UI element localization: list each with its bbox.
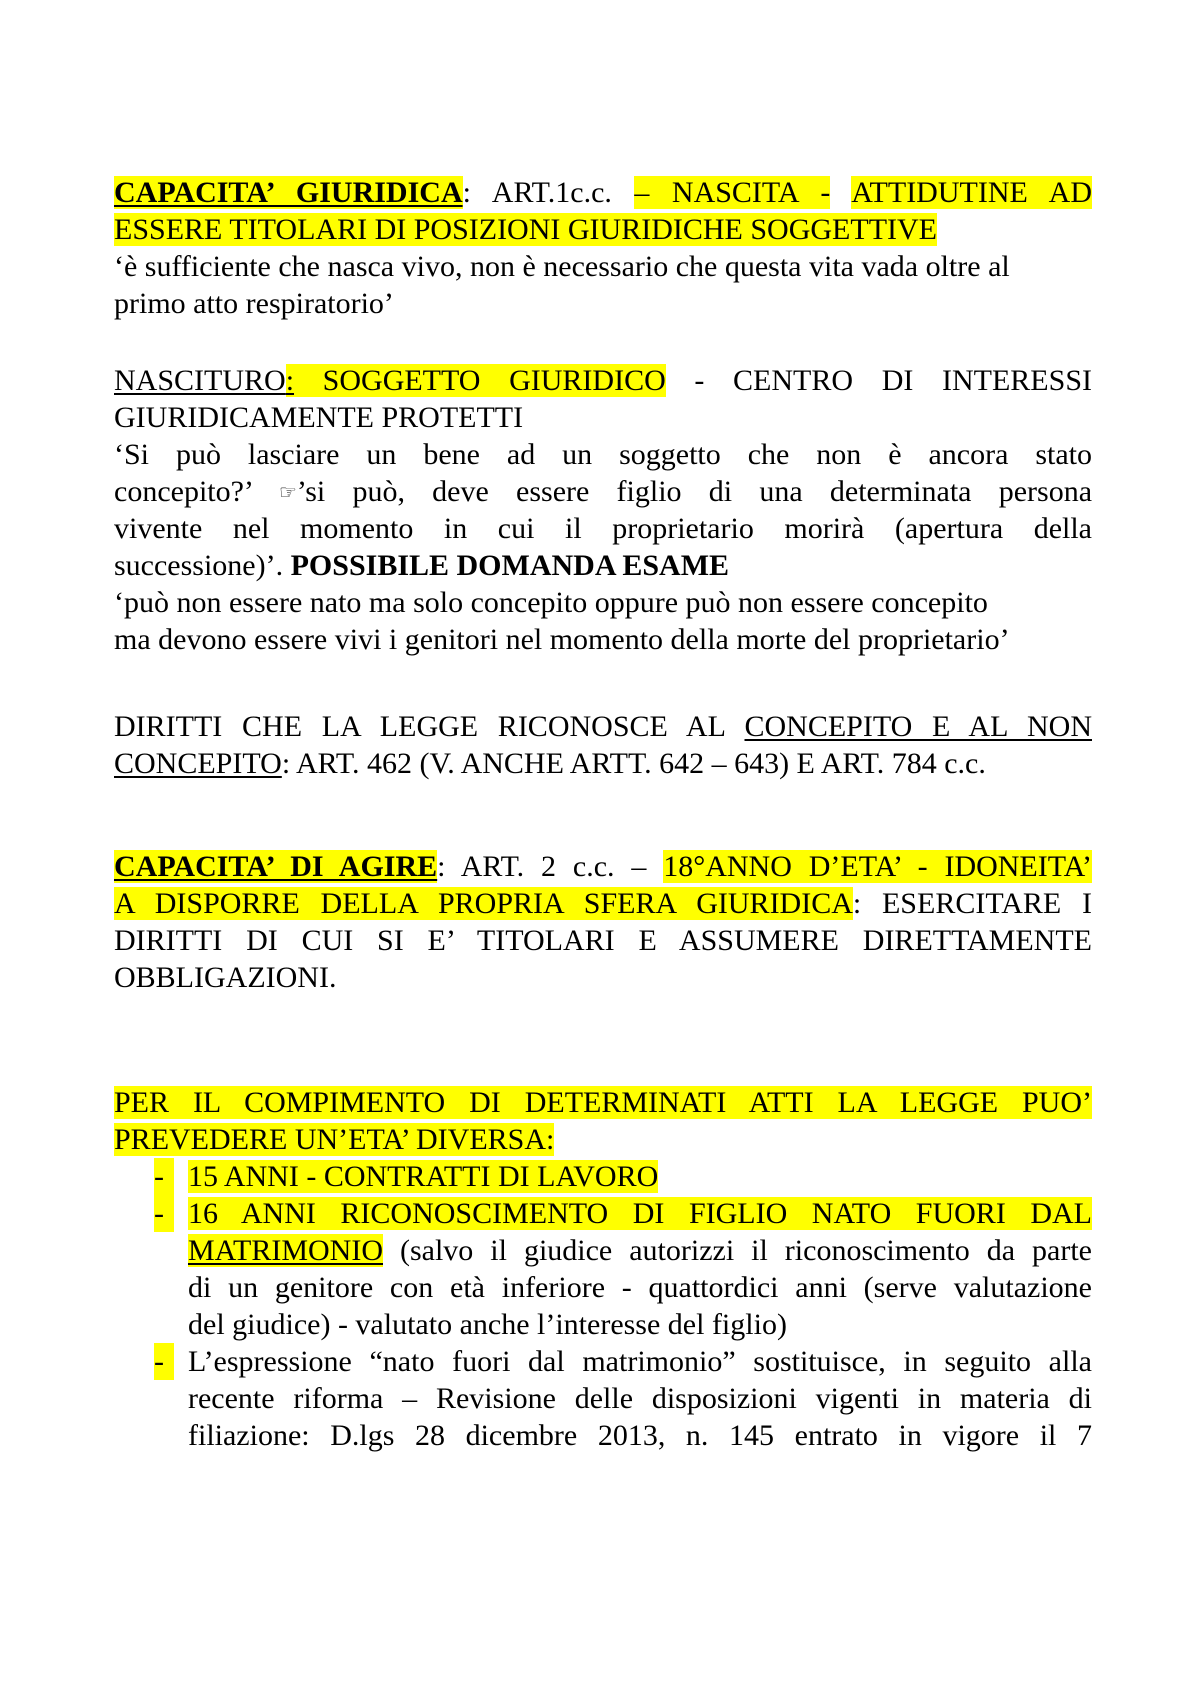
line: DIRITTI DI CUI SI E’ TITOLARI E ASSUMERE DIRETTAMENTE [114, 924, 1092, 957]
list-bullet: - [154, 1158, 174, 1195]
section-diritti-concepito [114, 708, 1092, 782]
exam-note: POSSIBILE DOMANDA ESAME [290, 549, 730, 582]
line: ma devono essere vivi i genitori nel momento della morte del proprietario’ [114, 623, 1010, 656]
line: DIRITTI CHE LA LEGGE RICONOSCE AL CONCEPITO E AL NON [114, 710, 1092, 743]
line: CONCEPITO: ART. 462 (V. ANCHE ARTT. 642 – 643) E ART. 784 c.c. [114, 747, 986, 780]
line: concepito?’ ☞’si può, deve essere figlio di una determinata persona [114, 473, 1092, 510]
line: OBBLIGAZIONI. [114, 961, 337, 994]
hand-arrow-icon: ☞ [278, 482, 297, 504]
line: GIURIDICAMENTE PROTETTI [114, 401, 524, 434]
section-capacita-giuridica [114, 174, 1092, 322]
list-item: - L’espressione “nato fuori dal matrimonio” sostituisce, in seguito alla recente riforma – Revisione delle disposizioni vigenti in materia di filiazione: D.lgs 28 dicembre 2013, n. 145 entrato in vigore il 7 [154, 1345, 1092, 1452]
line: ESSERE TITOLARI DI POSIZIONI GIURIDICHE SOGGETTIVE [114, 213, 937, 246]
list-item: - 15 ANNI - CONTRATTI DI LAVORO [154, 1160, 659, 1193]
line: ‘Si può lasciare un bene ad un soggetto che non è ancora stato [114, 438, 1092, 471]
heading-capacita-di-agire: CAPACITA’ DI AGIRE [114, 850, 438, 883]
section-capacita-di-agire [114, 848, 1092, 996]
heading-capacita-giuridica: CAPACITA’ GIURIDICA [114, 176, 463, 209]
age-list [114, 1158, 1092, 1454]
line: successione)’. POSSIBILE DOMANDA ESAME [114, 549, 730, 582]
list-bullet: - [154, 1195, 174, 1232]
line: CAPACITA’ DI AGIRE: ART. 2 c.c. – 18°ANNO D’ETA’ - IDONEITA’ [114, 850, 1093, 883]
line: ‘può non essere nato ma solo concepito oppure può non essere concepito [114, 586, 988, 619]
section-nascituro [114, 362, 1092, 658]
line: ‘è sufficiente che nasca vivo, non è necessario che questa vita vada oltre al [114, 250, 1010, 283]
line: NASCITURO: SOGGETTO GIURIDICO - CENTRO DI INTERESSI [114, 364, 1092, 397]
line: CAPACITA’ GIURIDICA: ART.1c.c. – NASCITA - ATTIDUTINE AD [114, 176, 1092, 209]
line: PER IL COMPIMENTO DI DETERMINATI ATTI LA LEGGE PUO’ [114, 1086, 1092, 1119]
section-eta-diversa [114, 1084, 1092, 1158]
line: vivente nel momento in cui il proprietario morirà (apertura della [114, 512, 1092, 545]
list-bullet: - [154, 1343, 174, 1380]
line: A DISPORRE DELLA PROPRIA SFERA GIURIDICA: ESERCITARE I [114, 887, 1092, 920]
list-item: - 16 ANNI RICONOSCIMENTO DI FIGLIO NATO FUORI DAL MATRIMONIO (salvo il giudice autorizzi il riconoscimento da parte di un genitore con età inferiore - quattordici anni (serve valutazione del giudice) - valutato anche l’interesse del figlio) [154, 1197, 1092, 1341]
line: primo atto respiratorio’ [114, 287, 394, 320]
heading-nascituro: NASCITURO [114, 364, 286, 397]
line: PREVEDERE UN’ETA’ DIVERSA: [114, 1123, 555, 1156]
